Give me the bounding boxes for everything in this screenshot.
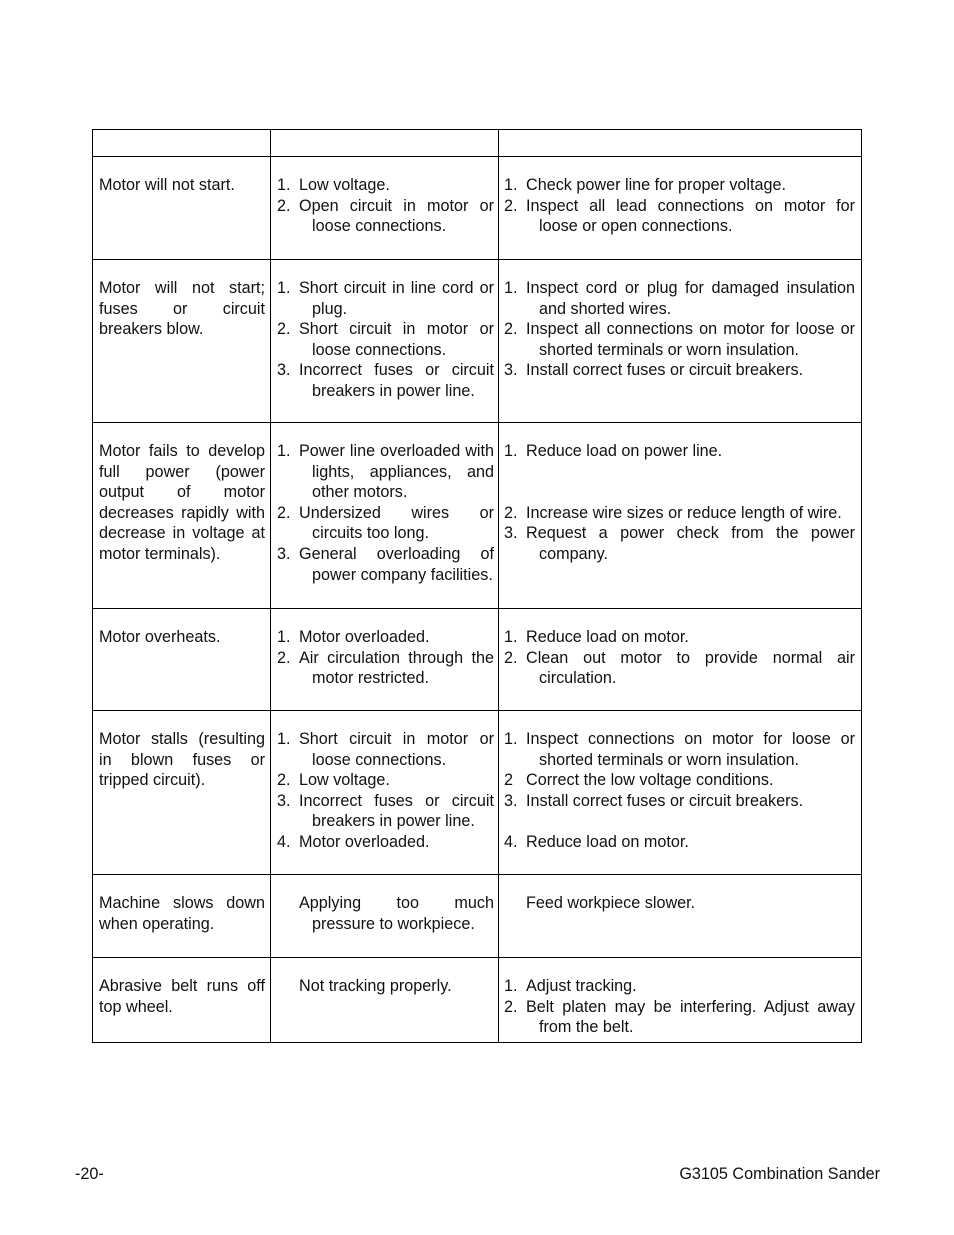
table-header-row xyxy=(93,130,861,156)
item-number: 2. xyxy=(277,648,291,667)
list-item xyxy=(504,441,855,462)
item-text: Not tracking properly. xyxy=(299,977,452,995)
list-item xyxy=(504,729,855,770)
solution-cell xyxy=(499,157,861,259)
table-row xyxy=(93,957,861,1042)
list-item xyxy=(504,360,855,381)
cause-cell xyxy=(271,157,499,259)
solution-cell xyxy=(499,958,861,1042)
list-item xyxy=(277,770,494,791)
list-item xyxy=(504,482,855,503)
symptom-cell: Machine slows down when operating. xyxy=(93,875,271,957)
solution-cell xyxy=(499,875,861,957)
list-item xyxy=(504,893,855,914)
item-text: Reduce load on power line. xyxy=(526,442,723,460)
item-text: Undersized wires or circuits too long. xyxy=(299,503,494,543)
table-row xyxy=(93,422,861,608)
item-number: 4. xyxy=(504,832,518,851)
symptom-cell: Motor stalls (resulting in blown fuses or tripped circuit). xyxy=(93,711,271,874)
cause-cell xyxy=(271,260,499,422)
item-number: 1. xyxy=(504,977,518,995)
item-text: General overloading of power company facilities. xyxy=(299,544,494,584)
item-text: Install correct fuses or circuit breakers. xyxy=(526,791,804,810)
item-text: Reduce load on motor. xyxy=(526,832,689,851)
item-number: 2. xyxy=(277,196,291,215)
item-number: 2. xyxy=(504,648,518,667)
item-text: Inspect all lead connections on motor for loose or open connections. xyxy=(526,196,855,236)
header-cell-solution xyxy=(499,130,861,156)
item-number: 2. xyxy=(504,196,518,215)
item-number: 3. xyxy=(277,361,291,380)
item-number: 1. xyxy=(504,628,518,646)
list-item xyxy=(277,729,494,770)
item-number: 1. xyxy=(504,279,518,297)
cause-cell xyxy=(271,958,499,1042)
symptom-cell: Abrasive belt runs off top wheel. xyxy=(93,958,271,1042)
list-item xyxy=(504,627,855,648)
item-text: Inspect connections on motor for loose or shorted terminals or worn insulation. xyxy=(526,730,855,769)
item-number: 3. xyxy=(504,524,518,543)
item-text: Short circuit in motor or loose connections. xyxy=(299,730,494,769)
list-item xyxy=(504,997,855,1038)
solution-cell xyxy=(499,260,861,422)
item-text: Applying too much pressure to workpiece. xyxy=(299,894,494,933)
symptom-cell: Motor overheats. xyxy=(93,609,271,710)
list-item xyxy=(277,441,494,503)
table-row xyxy=(93,874,861,957)
footer-title: G3105 Combination Sander xyxy=(679,1165,880,1183)
list-item xyxy=(504,196,855,237)
list-item xyxy=(277,196,494,237)
table-body xyxy=(93,156,861,1042)
table-row xyxy=(93,259,861,422)
list-item xyxy=(277,791,494,832)
list-item xyxy=(277,278,494,319)
list-item xyxy=(277,648,494,689)
item-text: Increase wire sizes or reduce length of wire. xyxy=(526,503,842,522)
item-text: Air circulation through the motor restricted. xyxy=(299,648,494,688)
cause-cell xyxy=(271,423,499,608)
list-item xyxy=(504,523,855,564)
item-number: 2. xyxy=(277,320,291,339)
cause-cell xyxy=(271,711,499,874)
item-text: Low voltage. xyxy=(299,771,390,790)
item-text: Incorrect fuses or circuit breakers in power line. xyxy=(299,361,494,400)
header-cell-symptom xyxy=(93,130,271,156)
list-item xyxy=(504,175,855,196)
solution-cell xyxy=(499,423,861,608)
item-text: Inspect cord or plug for damaged insulation and shorted wires. xyxy=(526,279,855,318)
solution-cell xyxy=(499,711,861,874)
item-number: 3. xyxy=(277,544,291,563)
item-number xyxy=(277,893,299,934)
item-number: 2. xyxy=(277,771,291,790)
page-number: -20- xyxy=(75,1165,104,1183)
item-text: Reduce load on motor. xyxy=(526,628,689,646)
item-number: 1. xyxy=(277,176,291,194)
list-item xyxy=(277,319,494,360)
list-item xyxy=(504,278,855,319)
item-text: Inspect all connections on motor for loose or shorted terminals or worn insulation. xyxy=(526,320,855,359)
symptom-cell: Motor fails to develop full power (power output of motor decreases rapidly with decrease in voltage at motor terminals). xyxy=(93,423,271,608)
item-number: 1. xyxy=(277,628,291,646)
item-number: 2. xyxy=(504,997,518,1016)
table-row xyxy=(93,156,861,259)
list-item xyxy=(504,648,855,689)
item-number: 2. xyxy=(277,503,291,522)
item-number: 3. xyxy=(277,791,291,810)
symptom-cell: Motor will not start. xyxy=(93,157,271,259)
symptom-cell: Motor will not start; fuses or circuit breakers blow. xyxy=(93,260,271,422)
item-text: Motor overloaded. xyxy=(299,832,430,851)
item-number xyxy=(277,976,299,997)
list-item xyxy=(504,462,855,483)
item-number: 1. xyxy=(504,176,518,194)
item-number: 2. xyxy=(504,503,518,522)
item-text: Clean out motor to provide normal air circulation. xyxy=(526,648,855,688)
item-number: 2. xyxy=(504,320,518,339)
list-item xyxy=(504,791,855,812)
item-number: 1. xyxy=(277,442,291,460)
header-cell-cause xyxy=(271,130,499,156)
item-text: Motor overloaded. xyxy=(299,628,430,646)
item-number: 1. xyxy=(504,730,518,748)
item-number: 1. xyxy=(277,279,291,297)
item-text: Request a power check from the power company. xyxy=(526,524,855,563)
list-item xyxy=(277,976,494,997)
list-item xyxy=(277,360,494,401)
item-number: 1. xyxy=(504,442,518,460)
cause-cell xyxy=(271,609,499,710)
item-number: 3. xyxy=(504,361,518,380)
item-number: 3. xyxy=(504,791,518,810)
table-row xyxy=(93,608,861,710)
item-text: Low voltage. xyxy=(299,176,390,194)
item-text: Incorrect fuses or circuit breakers in power line. xyxy=(299,791,494,831)
item-text: Power line overloaded with lights, appliances, and other motors. xyxy=(299,442,494,502)
troubleshooting-table xyxy=(92,129,862,1043)
item-text: Short circuit in motor or loose connections. xyxy=(299,320,494,359)
item-text: Check power line for proper voltage. xyxy=(526,176,787,194)
list-item xyxy=(504,503,855,524)
item-text: Correct the low voltage conditions. xyxy=(526,771,774,790)
list-item xyxy=(277,175,494,196)
list-item xyxy=(504,811,855,832)
list-item xyxy=(504,976,855,997)
list-item xyxy=(504,319,855,360)
item-number: 4. xyxy=(277,832,291,851)
list-item xyxy=(277,627,494,648)
item-text: Short circuit in line cord or plug. xyxy=(299,279,494,318)
list-item xyxy=(277,544,494,585)
item-text: Feed workpiece slower. xyxy=(526,894,696,912)
list-item xyxy=(504,832,855,853)
item-number xyxy=(504,893,526,914)
item-number: 2 xyxy=(504,771,514,790)
item-text: Belt platen may be interfering. Adjust away from the belt. xyxy=(526,997,855,1037)
list-item xyxy=(277,893,494,934)
item-number: 1. xyxy=(277,730,291,748)
solution-cell xyxy=(499,609,861,710)
list-item xyxy=(277,503,494,544)
item-text: Open circuit in motor or loose connections. xyxy=(299,196,494,236)
list-item xyxy=(277,832,494,853)
list-item xyxy=(504,770,855,791)
cause-cell xyxy=(271,875,499,957)
item-text: Adjust tracking. xyxy=(526,977,637,995)
table-row xyxy=(93,710,861,874)
item-text: Install correct fuses or circuit breakers. xyxy=(526,361,804,380)
